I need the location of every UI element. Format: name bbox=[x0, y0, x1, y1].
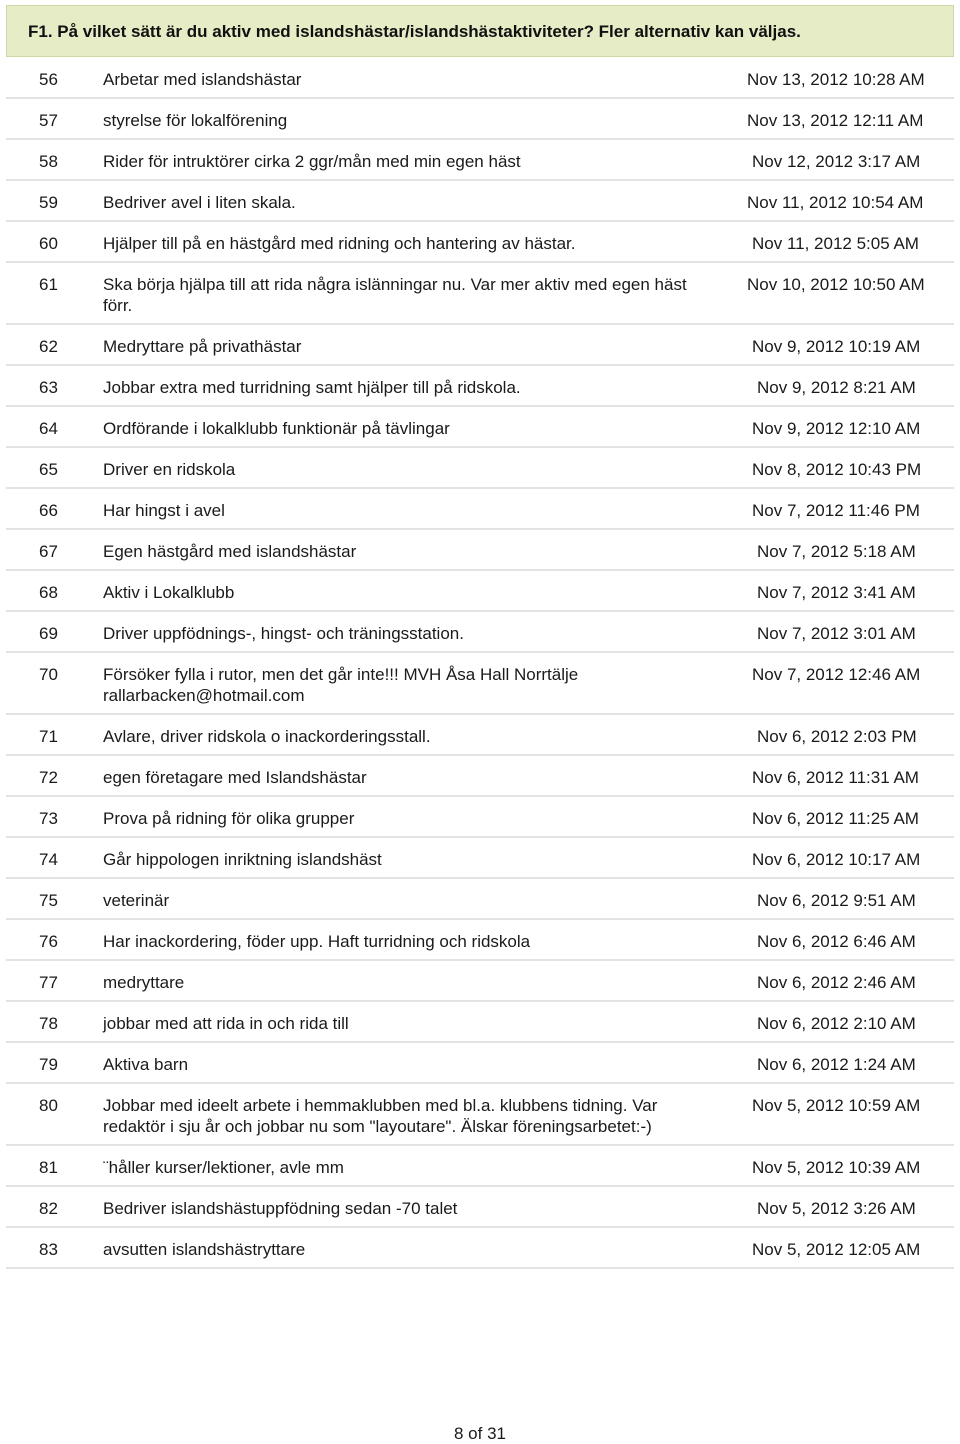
response-number: 63 bbox=[39, 378, 58, 397]
table-row bbox=[6, 1043, 954, 1084]
table-row bbox=[6, 1187, 954, 1228]
response-list bbox=[6, 58, 954, 1269]
response-number: 82 bbox=[39, 1199, 58, 1218]
response-text: styrelse för lokalförening bbox=[103, 111, 288, 130]
response-date: Nov 10, 2012 10:50 AM bbox=[747, 275, 925, 294]
response-date: Nov 6, 2012 2:10 AM bbox=[757, 1014, 916, 1033]
response-number: 78 bbox=[39, 1014, 58, 1033]
response-number: 57 bbox=[39, 111, 58, 130]
table-row bbox=[6, 140, 954, 181]
response-date: Nov 6, 2012 10:17 AM bbox=[752, 850, 921, 869]
response-text: Arbetar med islandshästar bbox=[103, 70, 302, 89]
response-number: 66 bbox=[39, 501, 58, 520]
response-text: Medryttare på privathästar bbox=[103, 337, 302, 356]
response-date: Nov 5, 2012 10:59 AM bbox=[752, 1096, 921, 1115]
table-row bbox=[6, 366, 954, 407]
response-text: Driver uppfödnings-, hingst- och träningsstation. bbox=[103, 624, 464, 643]
response-date: Nov 7, 2012 5:18 AM bbox=[757, 542, 916, 561]
response-text: Bedriver avel i liten skala. bbox=[103, 193, 296, 212]
response-number: 61 bbox=[39, 275, 58, 294]
response-number: 73 bbox=[39, 809, 58, 828]
response-text: ¨håller kurser/lektioner, avle mm bbox=[103, 1158, 344, 1177]
response-text: Ska börja hjälpa till att rida några islänningar nu. Var mer aktiv med egen häst förr. bbox=[103, 275, 687, 315]
response-text: Försöker fylla i rutor, men det går inte!!! MVH Åsa Hall Norrtälje rallarbacken@hotmail.com bbox=[103, 665, 579, 705]
response-date: Nov 5, 2012 10:39 AM bbox=[752, 1158, 921, 1177]
response-number: 69 bbox=[39, 624, 58, 643]
table-row bbox=[6, 530, 954, 571]
response-text: Har inackordering, föder upp. Haft turridning och ridskola bbox=[103, 932, 531, 951]
response-date: Nov 12, 2012 3:17 AM bbox=[752, 152, 921, 171]
response-text: Har hingst i avel bbox=[103, 501, 225, 520]
response-date: Nov 6, 2012 2:46 AM bbox=[757, 973, 916, 992]
response-text: Rider för intruktörer cirka 2 ggr/mån med min egen häst bbox=[103, 152, 521, 171]
response-date: Nov 6, 2012 6:46 AM bbox=[757, 932, 916, 951]
table-row bbox=[6, 879, 954, 920]
response-date: Nov 7, 2012 11:46 PM bbox=[752, 501, 920, 520]
table-row bbox=[6, 653, 954, 715]
response-number: 76 bbox=[39, 932, 58, 951]
table-row bbox=[6, 58, 954, 99]
table-row bbox=[6, 571, 954, 612]
response-date: Nov 9, 2012 8:21 AM bbox=[757, 378, 916, 397]
response-number: 59 bbox=[39, 193, 58, 212]
response-date: Nov 6, 2012 9:51 AM bbox=[757, 891, 916, 910]
question-header bbox=[6, 5, 954, 57]
response-number: 80 bbox=[39, 1096, 58, 1115]
table-row bbox=[6, 1002, 954, 1043]
response-text: Ordförande i lokalklubb funktionär på tävlingar bbox=[103, 419, 450, 438]
response-text: Jobbar extra med turridning samt hjälper till på ridskola. bbox=[103, 378, 521, 397]
question-title: F1. På vilket sätt är du aktiv med islandshästar/islandshästaktiviteter? Fler alternativ kan väljas. bbox=[28, 22, 801, 41]
response-number: 71 bbox=[39, 727, 58, 746]
response-text: Prova på ridning för olika grupper bbox=[103, 809, 355, 828]
table-row bbox=[6, 222, 954, 263]
response-number: 65 bbox=[39, 460, 58, 479]
table-row bbox=[6, 612, 954, 653]
response-date: Nov 6, 2012 2:03 PM bbox=[757, 727, 917, 746]
response-number: 64 bbox=[39, 419, 58, 438]
table-row bbox=[6, 263, 954, 325]
response-number: 74 bbox=[39, 850, 58, 869]
response-number: 72 bbox=[39, 768, 58, 787]
table-row bbox=[6, 961, 954, 1002]
response-number: 70 bbox=[39, 665, 58, 684]
response-number: 75 bbox=[39, 891, 58, 910]
response-number: 56 bbox=[39, 70, 58, 89]
response-date: Nov 7, 2012 3:41 AM bbox=[757, 583, 916, 602]
response-text: jobbar med att rida in och rida till bbox=[103, 1014, 349, 1033]
response-date: Nov 5, 2012 12:05 AM bbox=[752, 1240, 921, 1259]
response-text: avsutten islandshästryttare bbox=[103, 1240, 306, 1259]
table-row bbox=[6, 797, 954, 838]
table-row bbox=[6, 1084, 954, 1146]
response-date: Nov 11, 2012 5:05 AM bbox=[752, 234, 919, 253]
response-date: Nov 6, 2012 1:24 AM bbox=[757, 1055, 916, 1074]
response-text: Jobbar med ideelt arbete i hemmaklubben med bl.a. klubbens tidning. Var redaktör i sju år och jobbar nu som "layoutare". Älskar föreningsarbetet:-) bbox=[103, 1096, 658, 1136]
response-number: 62 bbox=[39, 337, 58, 356]
response-date: Nov 7, 2012 3:01 AM bbox=[757, 624, 916, 643]
table-row bbox=[6, 1228, 954, 1269]
response-date: Nov 13, 2012 10:28 AM bbox=[747, 70, 925, 89]
table-row bbox=[6, 1146, 954, 1187]
page-number: 8 of 31 bbox=[454, 1424, 506, 1443]
table-row bbox=[6, 756, 954, 797]
response-text: medryttare bbox=[103, 973, 185, 992]
response-text: veterinär bbox=[103, 891, 170, 910]
response-date: Nov 6, 2012 11:25 AM bbox=[752, 809, 919, 828]
table-row bbox=[6, 838, 954, 879]
response-date: Nov 9, 2012 10:19 AM bbox=[752, 337, 921, 356]
response-date: Nov 13, 2012 12:11 AM bbox=[747, 111, 924, 130]
table-row bbox=[6, 489, 954, 530]
response-date: Nov 6, 2012 11:31 AM bbox=[752, 768, 919, 787]
response-number: 58 bbox=[39, 152, 58, 171]
response-number: 67 bbox=[39, 542, 58, 561]
table-row bbox=[6, 407, 954, 448]
table-row bbox=[6, 325, 954, 366]
response-number: 79 bbox=[39, 1055, 58, 1074]
table-row bbox=[6, 715, 954, 756]
table-row bbox=[6, 448, 954, 489]
response-date: Nov 7, 2012 12:46 AM bbox=[752, 665, 921, 684]
table-row bbox=[6, 99, 954, 140]
response-text: Bedriver islandshästuppfödning sedan -70 talet bbox=[103, 1199, 458, 1218]
response-number: 60 bbox=[39, 234, 58, 253]
response-text: Hjälper till på en hästgård med ridning och hantering av hästar. bbox=[103, 234, 576, 253]
response-date: Nov 9, 2012 12:10 AM bbox=[752, 419, 921, 438]
response-text: Driver en ridskola bbox=[103, 460, 236, 479]
response-number: 68 bbox=[39, 583, 58, 602]
response-text: Avlare, driver ridskola o inackorderingsstall. bbox=[103, 727, 431, 746]
response-number: 83 bbox=[39, 1240, 58, 1259]
response-text: Aktiv i Lokalklubb bbox=[103, 583, 235, 602]
response-text: egen företagare med Islandshästar bbox=[103, 768, 367, 787]
response-date: Nov 8, 2012 10:43 PM bbox=[752, 460, 922, 479]
response-text: Går hippologen inriktning islandshäst bbox=[103, 850, 382, 869]
response-text: Egen hästgård med islandshästar bbox=[103, 542, 357, 561]
response-text: Aktiva barn bbox=[103, 1055, 189, 1074]
response-date: Nov 11, 2012 10:54 AM bbox=[747, 193, 924, 212]
response-date: Nov 5, 2012 3:26 AM bbox=[757, 1199, 916, 1218]
table-row bbox=[6, 181, 954, 222]
table-row bbox=[6, 920, 954, 961]
response-number: 81 bbox=[39, 1158, 58, 1177]
response-number: 77 bbox=[39, 973, 58, 992]
